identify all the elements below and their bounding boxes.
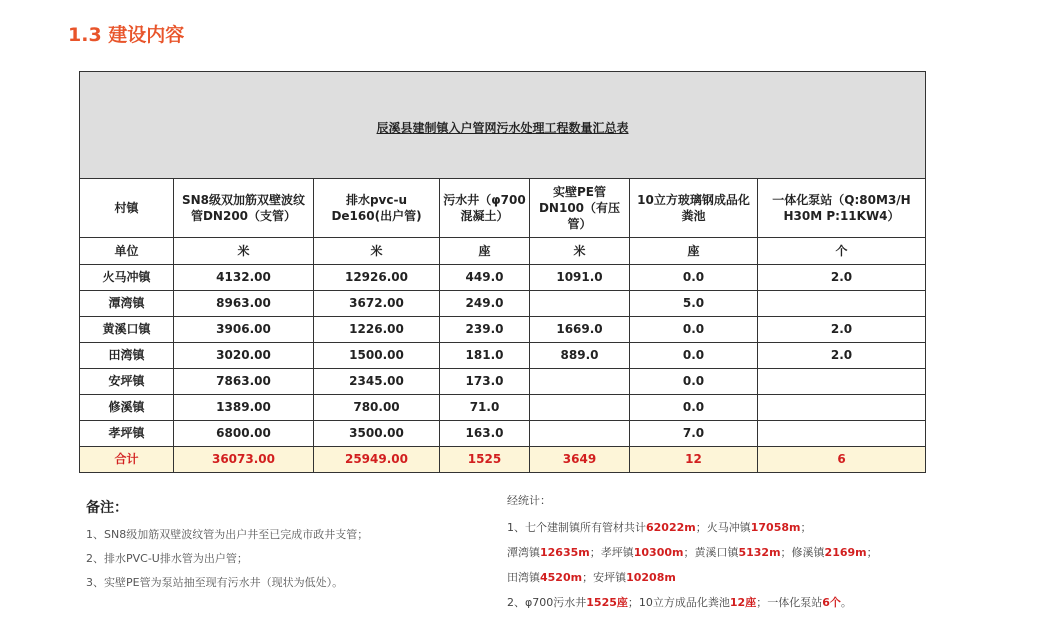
table-cell: 12926.00	[314, 265, 440, 291]
summary-table	[79, 71, 926, 473]
table-cell	[530, 421, 630, 447]
table-cell: 889.0	[530, 343, 630, 369]
table-cell: 1091.0	[530, 265, 630, 291]
table-cell: 249.0	[440, 291, 530, 317]
stats-heading: 经统计：	[507, 494, 551, 507]
stats-text: ；火马冲镇	[695, 521, 751, 534]
total-cell: 12	[630, 447, 758, 473]
stats-text: ；修溪镇	[780, 546, 825, 559]
table-cell: 1226.00	[314, 317, 440, 343]
table-cell: 孝坪镇	[80, 421, 174, 447]
stats-text: 2、φ700污水井	[507, 596, 587, 609]
table-cell: 3020.00	[174, 343, 314, 369]
unit-cell: 座	[630, 238, 758, 265]
table-cell: 0.0	[630, 317, 758, 343]
unit-cell: 米	[530, 238, 630, 265]
summary-table-container	[79, 71, 925, 473]
stats-text: ；一体化泵站	[756, 596, 823, 609]
header-row	[80, 179, 926, 238]
table-row	[80, 317, 926, 343]
stats-value: 4520m	[540, 571, 583, 584]
stats-value: 12635m	[540, 546, 590, 559]
header-cell: 一体化泵站（Q:80M3/H H30M P:11KW4）	[758, 179, 926, 238]
table-cell	[530, 395, 630, 421]
stats-section	[507, 493, 927, 615]
total-cell: 3649	[530, 447, 630, 473]
table-cell	[758, 395, 926, 421]
unit-cell: 座	[440, 238, 530, 265]
table-cell	[530, 291, 630, 317]
table-cell: 5.0	[630, 291, 758, 317]
header-cell: 实壁PE管DN100（有压管）	[530, 179, 630, 238]
table-cell: 火马冲镇	[80, 265, 174, 291]
stats-text: 1、七个建制镇所有管材共计	[507, 521, 646, 534]
table-cell: 3672.00	[314, 291, 440, 317]
table-cell: 潭湾镇	[80, 291, 174, 317]
table-row	[80, 395, 926, 421]
stats-value: 5132m	[738, 546, 781, 559]
table-cell: 449.0	[440, 265, 530, 291]
stats-text: 潭湾镇	[507, 546, 540, 559]
table-cell: 0.0	[630, 265, 758, 291]
table-cell: 780.00	[314, 395, 440, 421]
stats-text: ；10立方成品化粪池	[627, 596, 730, 609]
table-cell: 3500.00	[314, 421, 440, 447]
table-cell: 黄溪口镇	[80, 317, 174, 343]
table-row	[80, 343, 926, 369]
table-row	[80, 369, 926, 395]
table-title: 辰溪县建制镇入户管网污水处理工程数量汇总表	[80, 72, 926, 179]
stats-value: 10208m	[626, 571, 676, 584]
total-cell: 1525	[440, 447, 530, 473]
table-row	[80, 265, 926, 291]
table-cell: 4132.00	[174, 265, 314, 291]
table-cell	[530, 369, 630, 395]
stats-text: ；	[866, 546, 878, 559]
stats-text: ；孝坪镇	[589, 546, 634, 559]
table-cell: 修溪镇	[80, 395, 174, 421]
notes-section	[86, 497, 486, 595]
section-title: 1.3 建设内容	[68, 24, 185, 46]
table-cell: 田湾镇	[80, 343, 174, 369]
header-cell: 污水井（φ700混凝土）	[440, 179, 530, 238]
header-cell: 排水pvc-u De160(出户管)	[314, 179, 440, 238]
stats-text: ；安坪镇	[582, 571, 627, 584]
note-item: 1、SN8级加筋双壁波纹管为出户井至已完成市政井支管；	[86, 528, 369, 541]
header-cell: SN8级双加筋双壁波纹管DN200（支管）	[174, 179, 314, 238]
table-cell: 173.0	[440, 369, 530, 395]
stats-value: 17058m	[750, 521, 801, 534]
table-cell: 181.0	[440, 343, 530, 369]
table-cell: 2.0	[758, 317, 926, 343]
table-cell: 71.0	[440, 395, 530, 421]
total-cell: 6	[758, 447, 926, 473]
stats-value: 12座	[729, 596, 757, 609]
table-cell: 0.0	[630, 369, 758, 395]
stats-line	[507, 565, 927, 590]
unit-cell: 单位	[80, 238, 174, 265]
stats-text: 田湾镇	[507, 571, 540, 584]
table-cell: 1500.00	[314, 343, 440, 369]
stats-value: 2169m	[824, 546, 867, 559]
table-cell	[758, 291, 926, 317]
table-cell: 6800.00	[174, 421, 314, 447]
table-row	[80, 291, 926, 317]
table-cell: 2345.00	[314, 369, 440, 395]
stats-value: 62022m	[646, 521, 696, 534]
notes-heading: 备注：	[86, 500, 128, 516]
table-cell: 7863.00	[174, 369, 314, 395]
table-cell: 3906.00	[174, 317, 314, 343]
table-cell: 0.0	[630, 395, 758, 421]
stats-value: 6个	[822, 596, 841, 609]
table-cell: 2.0	[758, 343, 926, 369]
table-cell: 163.0	[440, 421, 530, 447]
table-row	[80, 421, 926, 447]
table-cell: 1389.00	[174, 395, 314, 421]
stats-line	[507, 590, 927, 615]
stats-line	[507, 540, 927, 565]
unit-cell: 米	[174, 238, 314, 265]
table-cell	[758, 421, 926, 447]
stats-value: 10300m	[633, 546, 684, 559]
total-cell: 25949.00	[314, 447, 440, 473]
table-cell: 安坪镇	[80, 369, 174, 395]
table-cell: 8963.00	[174, 291, 314, 317]
total-cell: 合计	[80, 447, 174, 473]
stats-line	[507, 515, 927, 540]
table-cell: 7.0	[630, 421, 758, 447]
stats-value: 1525座	[586, 596, 628, 609]
unit-cell: 米	[314, 238, 440, 265]
total-cell: 36073.00	[174, 447, 314, 473]
header-cell: 村镇	[80, 179, 174, 238]
table-cell: 1669.0	[530, 317, 630, 343]
unit-row	[80, 238, 926, 265]
table-cell	[758, 369, 926, 395]
table-cell: 239.0	[440, 317, 530, 343]
stats-text: ；黄溪口镇	[683, 546, 739, 559]
stats-text: ；	[800, 521, 812, 534]
note-item: 2、排水PVC-U排水管为出户管；	[86, 552, 248, 565]
table-cell: 0.0	[630, 343, 758, 369]
header-cell: 10立方玻璃钢成品化粪池	[630, 179, 758, 238]
total-row	[80, 447, 926, 473]
table-cell: 2.0	[758, 265, 926, 291]
unit-cell: 个	[758, 238, 926, 265]
stats-text: 。	[840, 596, 852, 609]
note-item: 3、实壁PE管为泵站抽至现有污水井（现状为低处）。	[86, 576, 344, 589]
